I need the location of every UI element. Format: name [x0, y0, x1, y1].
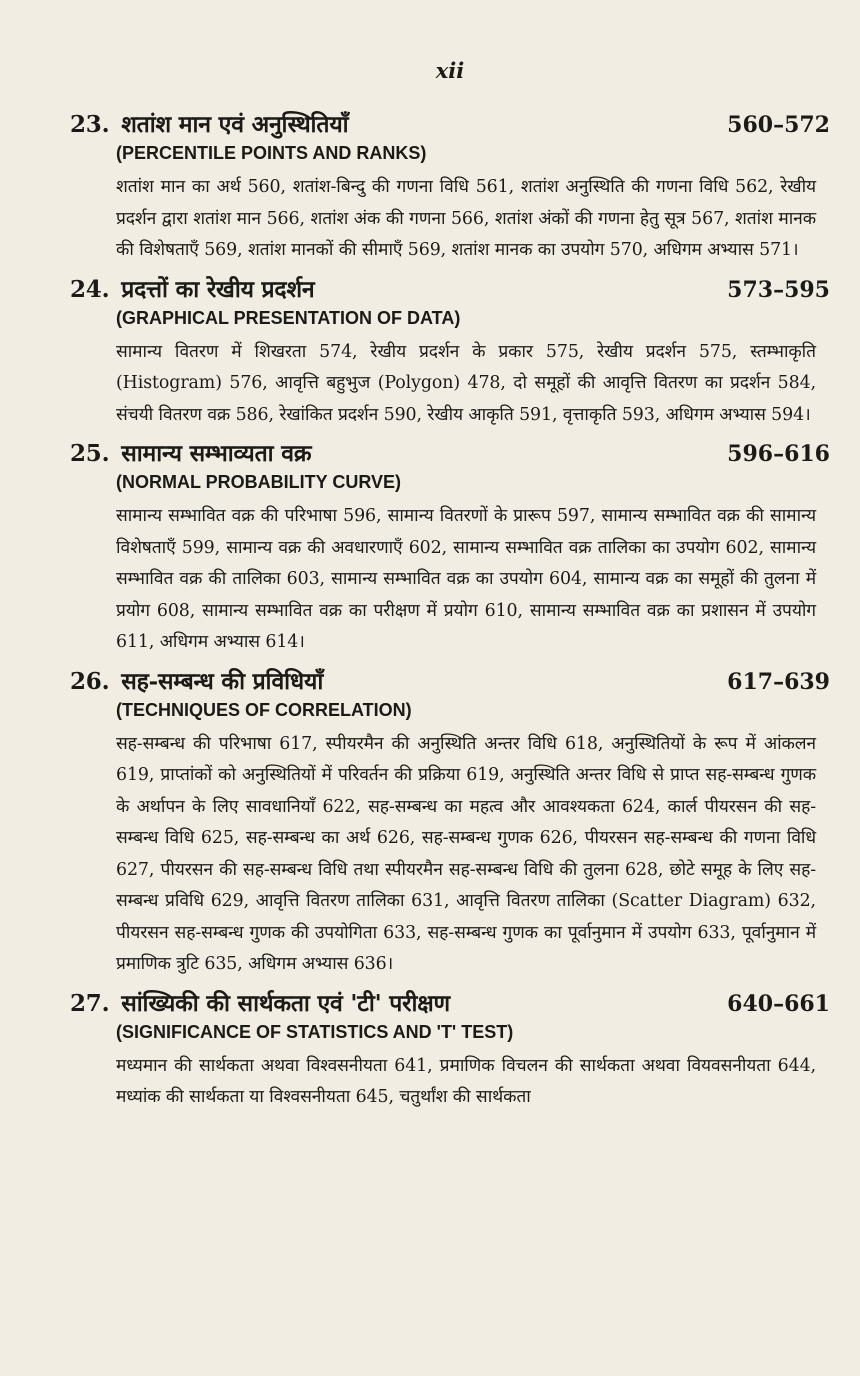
chapter-number: 25.: [70, 440, 110, 467]
chapter-page-range: 617–639: [727, 668, 830, 695]
chapter-page-range: 560–572: [727, 112, 830, 138]
chapter-heading: [70, 436, 830, 468]
chapter-heading: [70, 664, 830, 696]
chapter-page-range: 596–616: [727, 441, 830, 467]
chapter-page-range: 573–595: [727, 276, 830, 303]
chapter-entry: [70, 107, 830, 267]
chapter-heading: [70, 986, 830, 1018]
chapter-title: सांख्यिकी की सार्थकता एवं 'टी' परीक्षण: [121, 989, 450, 1017]
chapter-page-range: 640–661: [727, 990, 830, 1017]
chapter-english-title: (NORMAL PROBABILITY CURVE): [116, 472, 402, 492]
chapter-entry: [70, 986, 830, 1114]
chapter-entry: [70, 664, 830, 981]
chapter-topics: सामान्य सम्भावित वक्र की परिभाषा 596, सामान्य वितरणों के प्रारूप 597, सामान्य सम्भावित वक्र की सामान्य विशेषताएँ 599, सामान्य वक्र की अवधारणाएँ 602, सामान्य सम्भावित वक्र तालिका का उपयोग 602, सामान्य सम्भावित वक्र की तालिका 603, सामान्य सम्भावित वक्र का उपयोग 604, सामान्य वक्र का समूहों की तुलना में प्रयोग 608, सामान्य सम्भावित वक्र का परीक्षण में प्रयोग 610, सामान्य सम्भावित वक्र का प्रशासन में उपयोग 611, अधिगम अभ्यास 614।: [116, 506, 816, 652]
chapter-english-title: (SIGNIFICANCE OF STATISTICS AND 'T' TEST): [116, 1021, 514, 1042]
chapter-english-title: (TECHNIQUES OF CORRELATION): [116, 699, 412, 720]
chapter-topics: शतांश मान का अर्थ 560, शतांश-बिन्दु की गणना विधि 561, शतांश अनुस्थिति की गणना विधि 562, रेखीय प्रदर्शन द्वारा शतांश मान 566, शतांश अंक की गणना 566, शतांश अंकों की गणना हेतु सूत्र 567, शतांश मानक की विशेषताएँ 569, शतांश मानकों की सीमाएँ 569, शतांश मानक का उपयोग 570, अधिगम अभ्यास 571।: [116, 177, 816, 260]
chapter-title: प्रदत्तों का रेखीय प्रदर्शन: [121, 275, 315, 303]
chapter-title: शतांश मान एवं अनुस्थितियाँ: [121, 111, 349, 138]
chapter-title: सह-सम्बन्ध की प्रविधियाँ: [121, 667, 324, 695]
chapter-topics: मध्यमान की सार्थकता अथवा विश्वसनीयता 641, प्रमाणिक विचलन की सार्थकता अथवा वियवसनीयता 644, मध्यांक की सार्थकता या विश्वसनीयता 645, चतुर्थांश की सार्थकता: [116, 1055, 816, 1107]
chapter-topics: सामान्य वितरण में शिखरता 574, रेखीय प्रदर्शन के प्रकार 575, रेखीय प्रदर्शन 575, स्तम्भाकृति (Histogram) 576, आवृत्ति बहुभुज (Polygon) 478, दो समूहों की आवृत्ति वितरण का प्रदर्शन 584, संचयी वितरण वक्र 586, रेखांकित प्रदर्शन 590, रेखीय आकृति 591, वृत्ताकृति 593, अधिगम अभ्यास 594।: [116, 341, 816, 425]
chapter-topics: सह-सम्बन्ध की परिभाषा 617, स्पीयरमैन की अनुस्थिति अन्तर विधि 618, अनुस्थितियों के रूप में आंकलन 619, प्राप्तांकों को अनुस्थितियों में परिवर्तन की प्रक्रिया 619, अनुस्थिति अन्तर विधि से प्राप्त सह-सम्बन्ध गुणक के अर्थापन के लिए सावधानियाँ 622, सह-सम्बन्ध का महत्व और आवश्यकता 624, कार्ल पीयरसन की सह-सम्बन्ध विधि 625, सह-सम्बन्ध का अर्थ 626, सह-सम्बन्ध गुणक 626, पीयरसन सह-सम्बन्ध की गणना विधि 627, पीयरसन की सह-सम्बन्ध विधि तथा स्पीयरमैन सह-सम्बन्ध विधि की तुलना 628, छोटे समूह के लिए सह-सम्बन्ध प्रविधि 629, आवृत्ति वितरण तालिका 631, आवृत्ति वितरण तालिका (Scatter Diagram) 632, पीयरसन सह-सम्बन्ध गुणक की उपयोगिता 633, सह-सम्बन्ध गुणक का पूर्वानुमान में उपयोग 633, पूर्वानुमान में प्रमाणिक त्रुटि 635, अधिगम अभ्यास 636।: [116, 733, 816, 974]
chapter-entry: [70, 272, 830, 432]
chapter-number: 23.: [70, 111, 110, 138]
page-number: xii: [435, 58, 465, 83]
chapter-number: 27.: [70, 989, 110, 1017]
chapter-entry: [70, 436, 830, 659]
chapter-english-title: (GRAPHICAL PRESENTATION OF DATA): [116, 307, 461, 328]
chapter-number: 24.: [70, 275, 110, 303]
chapter-title: सामान्य सम्भाव्यता वक्र: [121, 440, 312, 467]
chapter-heading: [70, 272, 830, 304]
chapter-heading: [70, 107, 830, 139]
chapter-english-title: (PERCENTILE POINTS AND RANKS): [116, 143, 427, 163]
chapter-number: 26.: [70, 667, 110, 695]
